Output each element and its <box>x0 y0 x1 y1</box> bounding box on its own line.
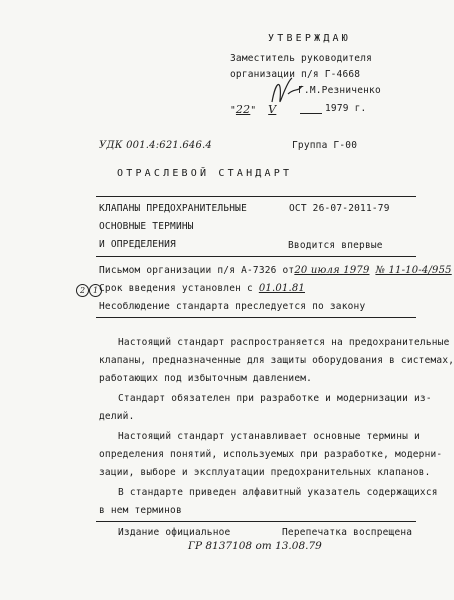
title-bottom-rule <box>96 256 416 257</box>
mark-circle-2: 2 <box>76 284 89 297</box>
approval-month: V <box>268 103 277 116</box>
paragraph-3-line-3: зации, выборе и эксплуатации предохранительных клапанов. <box>99 467 431 478</box>
approval-organization: организации п/я Г-4668 <box>230 69 361 80</box>
paragraph-2-line-2: делий. <box>99 411 135 422</box>
violation-notice: Несоблюдение стандарта преследуется по закону <box>99 301 366 312</box>
paragraph-3-line-2: определения понятий, используемых при разработке, модерни- <box>99 449 443 460</box>
approval-signer: Г.М.Резниченко <box>298 85 381 96</box>
paragraph-2-line-1: Стандарт обязателен при разработке и модернизации из- <box>118 393 432 404</box>
year-underline <box>300 113 322 114</box>
approved-by-letter: Письмом организации п/я А-7326 от20 июля 1979 № 11-10-4/955 <box>99 265 452 276</box>
approval-heading: УТВЕРЖДАЮ <box>268 33 351 44</box>
approval-date: "22" V <box>230 103 277 116</box>
approval-day: 22 <box>235 103 251 116</box>
approval-position: Заместитель руководителя <box>230 53 373 64</box>
paragraph-1-line-2: клапаны, предназначенные для защиты оборудования в системах, <box>99 355 454 366</box>
paragraph-3-line-1: Настоящий стандарт устанавливает основные термины и <box>118 431 420 442</box>
intro-bottom-rule <box>96 317 416 318</box>
paragraph-1-line-1: Настоящий стандарт распространяется на предохранительные <box>118 337 450 348</box>
standard-code: ОСТ 26-07-2011-79 <box>289 203 390 214</box>
title-line-2: ОСНОВНЫЕ ТЕРМИНЫ <box>99 221 194 232</box>
paragraph-1-line-3: работающих под избыточным давлением. <box>99 373 313 384</box>
mark-circle-1: 1 <box>89 284 102 297</box>
group-code: Группа Г-00 <box>292 140 358 151</box>
title-line-1: КЛАПАНЫ ПРЕДОХРАНИТЕЛЬНЫЕ <box>99 203 247 214</box>
udk-code: УДК 001.4:621.646.4 <box>99 140 212 151</box>
reprint-prohibited: Перепечатка воспрещена <box>282 527 413 538</box>
paragraph-4-line-1: В стандарте приведен алфавитный указатель содержащихся <box>118 487 438 498</box>
title-line-3: И ОПРЕДЕЛЕНИЯ <box>99 239 176 250</box>
approval-year: 1979 г. <box>325 103 367 114</box>
introduced-first: Вводится впервые <box>288 240 383 251</box>
official-edition: Издание официальное <box>118 527 231 538</box>
registration-number: ГР 8137108 от 13.08.79 <box>188 540 322 552</box>
paragraph-4-line-2: в нем терминов <box>99 505 182 516</box>
effective-date: Срок введения установлен с 01.01.81 <box>99 283 305 294</box>
footer-rule <box>96 521 416 522</box>
title-top-rule <box>96 196 416 197</box>
standard-type: ОТРАСЛЕВОЙ СТАНДАРТ <box>117 168 293 179</box>
